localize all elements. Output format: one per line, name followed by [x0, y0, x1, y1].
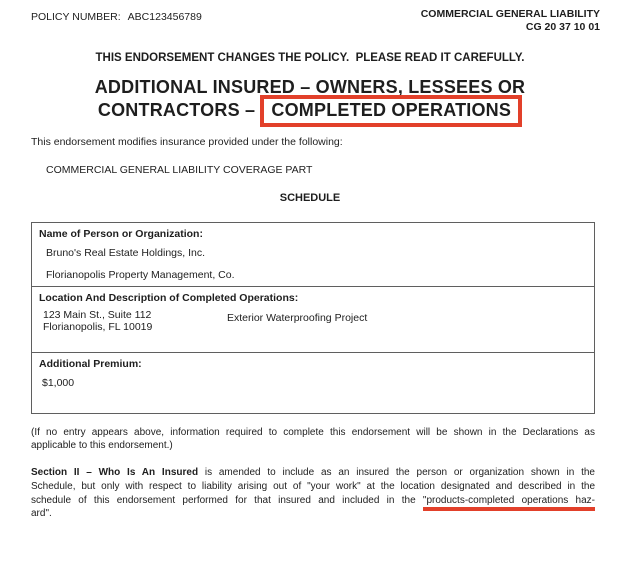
premium-section-header: Additional Premium:	[39, 358, 142, 370]
document-title	[0, 76, 620, 122]
name-section-header: Name of Person or Organization:	[39, 228, 203, 240]
schedule-table	[31, 222, 595, 414]
no-entry-note	[31, 426, 595, 452]
form-number: CG 20 37 10 01	[525, 21, 600, 33]
note-line-2: applicable to this endorsement.)	[31, 440, 173, 451]
title-line-1: ADDITIONAL INSURED – OWNERS, LESSEES OR	[94, 77, 526, 97]
body-line-4: ard".	[31, 508, 52, 520]
policy-number-value: ABC123456789	[127, 11, 202, 23]
section-ii-paragraph	[31, 466, 595, 521]
title-line-2	[0, 99, 620, 122]
policy-number-label: POLICY NUMBER:	[31, 11, 121, 23]
address-line-2: Florianopolis, FL 10019	[43, 320, 153, 333]
endorsement-notice: THIS ENDORSEMENT CHANGES THE POLICY. PLEASE READ IT CAREFULLY.	[95, 52, 525, 64]
insured-entry-2: Florianopolis Property Management, Co.	[46, 269, 235, 281]
body-line-3	[31, 494, 595, 508]
location-details	[39, 310, 586, 333]
address-line-1: 123 Main St., Suite 112	[43, 309, 152, 321]
section-ii-bold-lead: Section II – Who Is An Insured	[31, 467, 199, 478]
operations-description: Exterior Waterproofing Project	[227, 312, 368, 324]
schedule-row-location	[32, 286, 594, 352]
body-line-2: Schedule, but only with respect to liability arising out of "your work" at the location designated and described in the	[31, 480, 595, 492]
form-identification-block	[421, 8, 600, 34]
schedule-row-name	[32, 223, 594, 286]
title-line-2-prefix: CONTRACTORS –	[97, 100, 261, 120]
schedule-heading: SCHEDULE	[279, 192, 341, 204]
location-section-header: Location And Description of Completed Operations:	[39, 292, 299, 304]
form-name: COMMERCIAL GENERAL LIABILITY	[420, 8, 600, 20]
coverage-part-line: COMMERCIAL GENERAL LIABILITY COVERAGE PART	[46, 164, 313, 176]
body-line-1-rest: is amended to include as an insured the person or organization shown in the	[198, 467, 595, 478]
policy-number-line	[31, 11, 202, 23]
location-address	[43, 310, 193, 333]
insured-entry-1: Bruno's Real Estate Holdings, Inc.	[46, 247, 206, 259]
modifies-insurance-line: This endorsement modifies insurance provided under the following:	[31, 136, 343, 148]
body-line-1	[31, 466, 595, 480]
completed-operations-highlight-box: COMPLETED OPERATIONS	[260, 95, 522, 127]
note-line-1: (If no entry appears above, information required to complete this endorsement will be shown in the Declarations as	[31, 427, 595, 438]
schedule-row-premium	[32, 352, 594, 413]
body-line-3-prefix: schedule of this endorsement performed for that insured and included in the	[31, 494, 423, 506]
products-completed-underline: "products-completed operations haz-	[423, 495, 595, 511]
premium-value: $1,000	[42, 377, 75, 389]
